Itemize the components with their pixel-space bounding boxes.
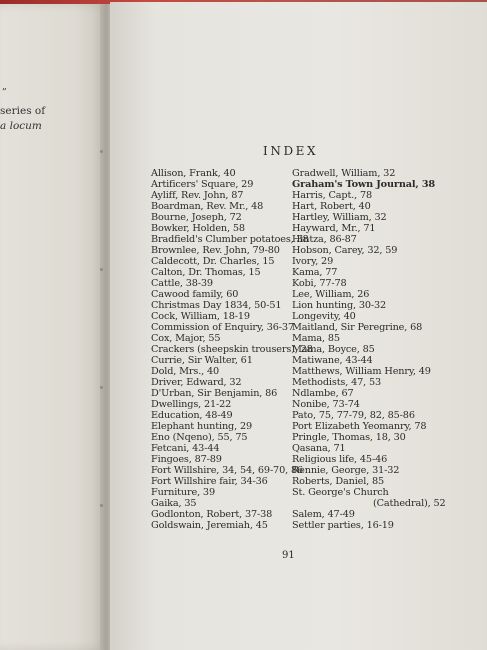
index-entry: Cox, Major, 55 [151,333,221,344]
index-entry: Settler parties, 16-19 [292,520,394,531]
index-entry: Qasana, 71 [292,443,346,454]
index-entry: Cawood family, 60 [151,289,239,300]
index-entry: Roberts, Daniel, 85 [292,476,385,487]
index-entry: Eno (Nqeno), 55, 75 [151,432,248,443]
index-entry: Allison, Frank, 40 [151,168,236,179]
index-entry: Godlonton, Robert, 37-38 [151,509,273,520]
index-entry: Dold, Mrs., 40 [151,366,220,377]
index-entry: Matiwane, 43-44 [292,355,373,366]
index-entry: Mama, Boyce, 85 [292,344,375,355]
index-entry: Hintza, 86-87 [292,234,357,245]
index-entry: D'Urban, Sir Benjamin, 86 [151,388,278,399]
index-entry: Gaika, 35 [151,498,197,509]
index-entry: Cattle, 38-39 [151,278,213,289]
index-entry: Methodists, 47, 53 [292,377,382,388]
index-entry: Pringle, Thomas, 18, 30 [292,432,406,443]
binding-hole [100,268,103,271]
index-entry: Ayliff, Rev. John, 87 [151,190,244,201]
index-entry: Calton, Dr. Thomas, 15 [151,267,261,278]
index-entry: Christmas Day 1834, 50-51 [151,300,282,311]
index-entry: Fort Willshire, 34, 54, 69-70, 86 [151,465,303,476]
index-entry: Harris, Capt., 78 [292,190,373,201]
index-entry: Rennie, George, 31-32 [292,465,400,476]
index-entry: Pato, 75, 77-79, 82, 85-86 [292,410,415,421]
index-entry: Brownlee, Rev. John, 79-80 [151,245,280,256]
index-entry: Fort Willshire fair, 34-36 [151,476,268,487]
page-number: 91 [282,550,295,561]
index-entry: Hartley, William, 32 [292,212,387,223]
index-entry: Currie, Sir Walter, 61 [151,355,253,366]
index-entry: Kobi, 77-78 [292,278,347,289]
index-entry: Kama, 77 [292,267,338,278]
index-entry: Bradfield's Clumber potatoes, 38 [151,234,309,245]
index-entry: Port Elizabeth Yeomanry, 78 [292,421,427,432]
binding-holes [100,150,106,510]
left-page-quote-mark: ” [2,88,7,98]
index-entry: Ivory, 29 [292,256,334,267]
index-entry: Religious life, 45-46 [292,454,388,465]
binding-hole [100,504,103,507]
index-entry: Goldswain, Jeremiah, 45 [151,520,268,531]
index-entry: Gradwell, William, 32 [292,168,396,179]
index-entry: Bourne, Joseph, 72 [151,212,242,223]
index-entry-continuation: (Cathedral), 52 [373,498,446,509]
index-column-left [151,168,313,531]
index-entry: Ndlambe, 67 [292,388,354,399]
binding-hole [100,386,103,389]
index-entry: Education, 48-49 [151,410,233,421]
index-entry: Bowker, Holden, 58 [151,223,245,234]
index-entry: Caldecott, Dr. Charles, 15 [151,256,275,267]
index-entry: Fetcani, 43-44 [151,443,220,454]
index-entry: Salem, 47-49 [292,509,355,520]
index-entry: Fingoes, 87-89 [151,454,222,465]
index-entry: Graham's Town Journal, 38 [292,179,435,190]
index-entry: Hart, Robert, 40 [292,201,371,212]
index-entry: Crackers (sheepskin trousers), 28 [151,344,313,355]
left-page-line-2: a locum [0,120,42,132]
index-entry: Longevity, 40 [292,311,356,322]
index-entry: Driver, Edward, 32 [151,377,242,388]
index-column-right [292,168,446,531]
index-entry: Mama, 85 [292,333,340,344]
index-entry: St. George's Church [292,487,389,498]
index-entry: Furniture, 39 [151,487,215,498]
index-entry: Maitland, Sir Peregrine, 68 [292,322,423,333]
index-entry: Elephant hunting, 29 [151,421,252,432]
binding-hole [100,150,103,153]
index-heading: INDEX [263,144,319,158]
index-entry: Cock, William, 18-19 [151,311,250,322]
index-entry: Dwellings, 21-22 [151,399,232,410]
index-entry: Hayward, Mr., 71 [292,223,376,234]
index-entry: Artificers' Square, 29 [151,179,254,190]
index-entry: Commission of Enquiry, 36-37 [151,322,294,333]
index-entry: Lion hunting, 30-32 [292,300,387,311]
index-entry: Nonibe, 73-74 [292,399,360,410]
index-entry: Matthews, William Henry, 49 [292,366,431,377]
index-entry: Hobson, Carey, 32, 59 [292,245,398,256]
index-entry: Lee, William, 26 [292,289,370,300]
left-page-line-1: series of [0,105,46,117]
index-entry: Boardman, Rev. Mr., 48 [151,201,264,212]
left-page [0,4,106,650]
